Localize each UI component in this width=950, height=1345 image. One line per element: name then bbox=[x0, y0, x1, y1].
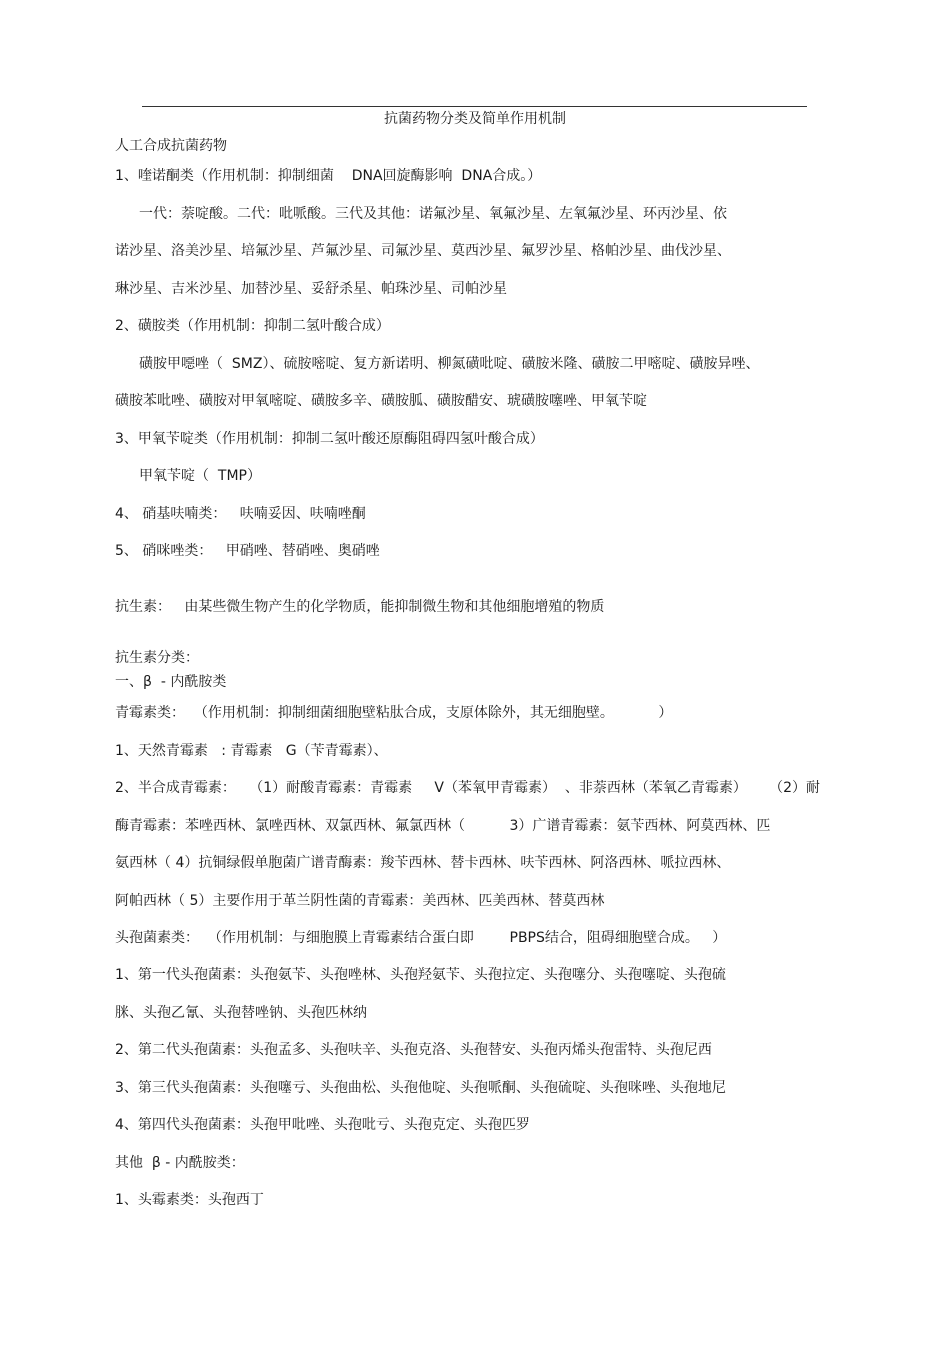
trimethoprim-heading: 3、甲氧苄啶类（作用机制：抑制二氢叶酸还原酶阻碍四氢叶酸合成） bbox=[115, 431, 544, 447]
third-gen-cephalosporins-line: 3、第三代头孢菌素：头孢噻亏、头孢曲松、头孢他啶、头孢哌酮、头孢硫啶、头孢咪唑、头孢地尼 bbox=[115, 1080, 726, 1096]
header-rule bbox=[142, 106, 807, 107]
nitrofurans-line: 4、 硝基呋喃类： 呋喃妥因、呋喃唑酮 bbox=[115, 506, 366, 522]
trimethoprim-item: 甲氧苄啶（ TMP） bbox=[139, 468, 261, 484]
cephamycins-line: 1、头霉素类：头孢西丁 bbox=[115, 1192, 264, 1208]
beta-lactams-heading: 一、β - 内酰胺类 bbox=[115, 674, 227, 690]
semisynthetic-penicillin-line-2: 酶青霉素：苯唑西林、氯唑西林、双氯西林、氟氯西林（ 3）广谱青霉素：氨苄西林、阿莫西林、匹 bbox=[115, 818, 771, 834]
semisynthetic-penicillin-line-4: 阿帕西林（ 5）主要作用于革兰阴性菌的青霉素：美西林、匹美西林、替莫西林 bbox=[115, 893, 605, 909]
sulfonamides-list-line-1: 磺胺甲噁唑（ SMZ）、硫胺嘧啶、复方新诺明、柳氮磺吡啶、磺胺米隆、磺胺二甲嘧啶、磺胺异唑、 bbox=[139, 356, 760, 372]
antibiotic-definition: 抗生素： 由某些微生物产生的化学物质，能抑制微生物和其他细胞增殖的物质 bbox=[115, 599, 605, 615]
quinolones-list-line-1: 一代：萘啶酸。二代：吡哌酸。三代及其他：诺氟沙星、氧氟沙星、左氧氟沙星、环丙沙星、依 bbox=[139, 206, 727, 222]
penicillins-heading: 青霉素类： （作用机制：抑制细菌细胞壁粘肽合成，支原体除外，其无细胞壁。 ） bbox=[115, 705, 673, 721]
antibiotic-classification-heading: 抗生素分类： bbox=[115, 650, 199, 666]
cephalosporins-heading: 头孢菌素类： （作用机制：与细胞膜上青霉素结合蛋白即 PBPS结合，阻碍细胞壁合成。 ） bbox=[115, 930, 727, 946]
quinolones-list-line-2: 诺沙星、洛美沙星、培氟沙星、芦氟沙星、司氟沙星、莫西沙星、氟罗沙星、格帕沙星、曲伐沙星、 bbox=[115, 243, 731, 259]
first-gen-cephalosporins-line-1: 1、第一代头孢菌素：头孢氨苄、头孢唑林、头孢羟氨苄、头孢拉定、头孢噻分、头孢噻啶、头孢硫 bbox=[115, 967, 726, 983]
semisynthetic-penicillin-line-3: 氨西林（ 4）抗铜绿假单胞菌广谱青酶素：羧苄西林、替卡西林、呋苄西林、阿洛西林、哌拉西林、 bbox=[115, 855, 731, 871]
other-beta-lactams-heading: 其他 β - 内酰胺类： bbox=[115, 1155, 245, 1171]
quinolones-heading: 1、喹诺酮类（作用机制：抑制细菌 DNA回旋酶影响 DNA合成。） bbox=[115, 168, 542, 184]
sulfonamides-list-line-2: 磺胺苯吡唑、磺胺对甲氧嘧啶、磺胺多辛、磺胺胍、磺胺醋安、琥磺胺噻唑、甲氧苄啶 bbox=[115, 393, 647, 409]
semisynthetic-penicillin-line-1: 2、半合成青霉素： （1）耐酸青霉素：青霉素 V（苯氧甲青霉素） 、非萘西林（苯氧乙青霉素） （2）耐 bbox=[115, 780, 821, 796]
fourth-gen-cephalosporins-line: 4、第四代头孢菌素：头孢甲吡唑、头孢吡亏、头孢克定、头孢匹罗 bbox=[115, 1117, 530, 1133]
nitroimidazoles-line: 5、 硝咪唑类： 甲硝唑、替硝唑、奥硝唑 bbox=[115, 543, 380, 559]
second-gen-cephalosporins-line: 2、第二代头孢菌素：头孢孟多、头孢呋辛、头孢克洛、头孢替安、头孢丙烯头孢雷特、头孢尼西 bbox=[115, 1042, 712, 1058]
heading-synthetic-antibacterials: 人工合成抗菌药物 bbox=[115, 138, 227, 154]
sulfonamides-heading: 2、磺胺类（作用机制：抑制二氢叶酸合成） bbox=[115, 318, 390, 334]
natural-penicillin-line: 1、天然青霉素 : 青霉素 G（苄青霉素）、 bbox=[115, 743, 388, 759]
page-title: 抗菌药物分类及简单作用机制 bbox=[384, 111, 566, 127]
first-gen-cephalosporins-line-2: 脒、头孢乙氰、头孢替唑钠、头孢匹林纳 bbox=[115, 1005, 367, 1021]
quinolones-list-line-3: 琳沙星、吉米沙星、加替沙星、妥舒杀星、帕珠沙星、司帕沙星 bbox=[115, 281, 507, 297]
